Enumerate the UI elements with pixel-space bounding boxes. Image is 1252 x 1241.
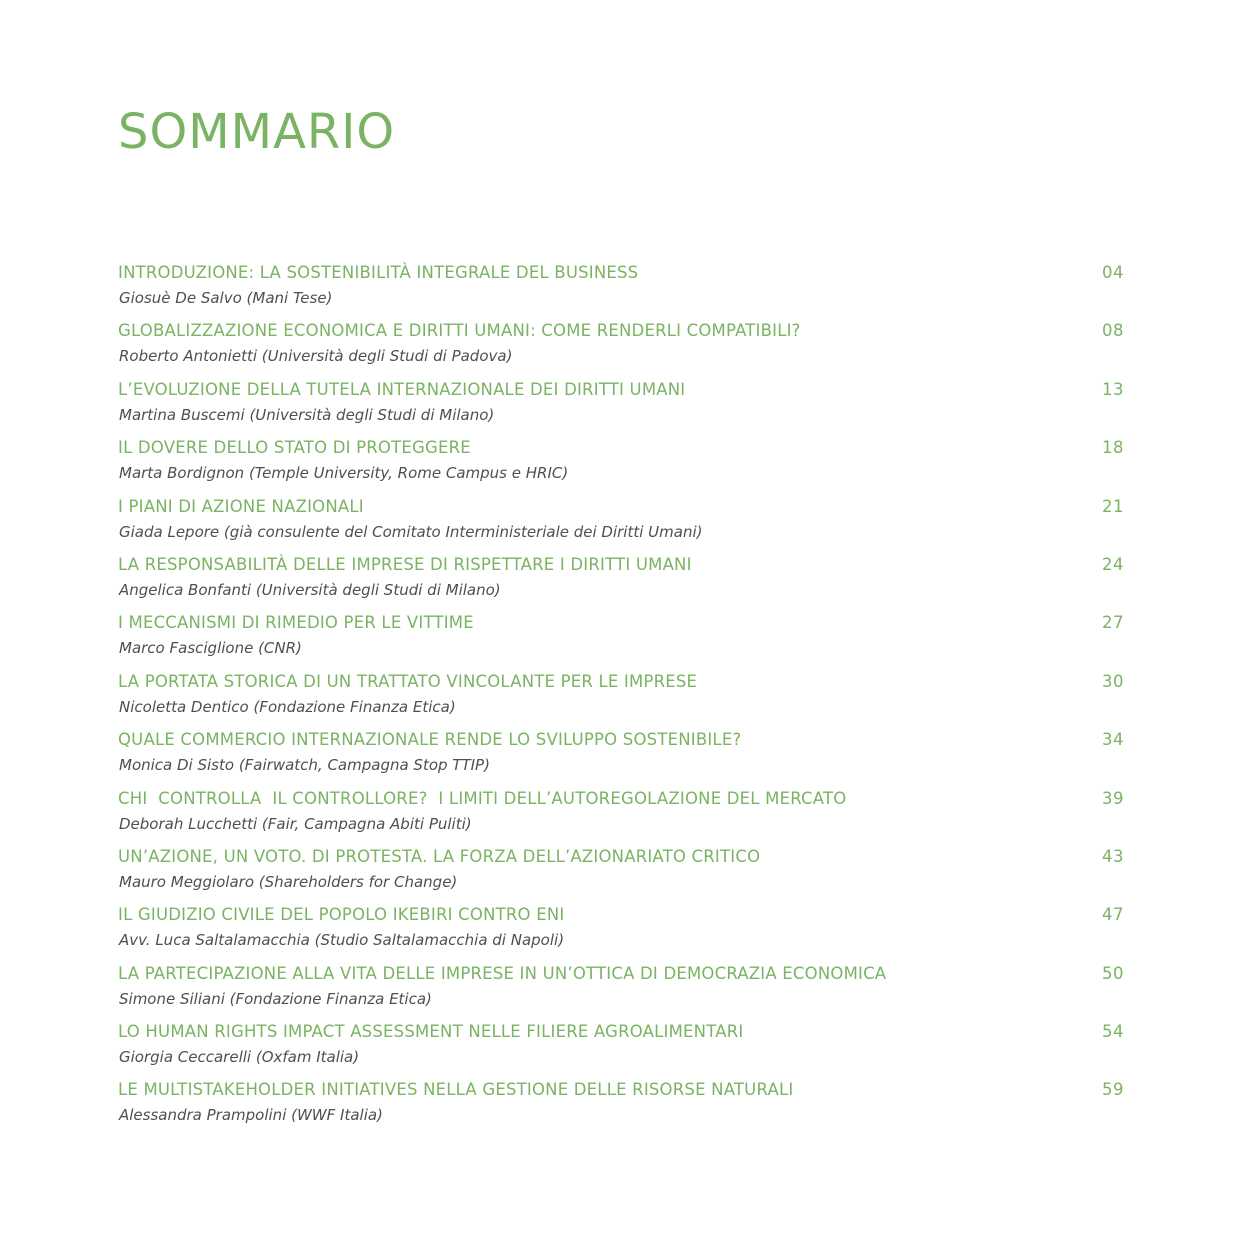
table-of-contents [118, 262, 1124, 1138]
toc-entry-page: 59 [1102, 1080, 1124, 1100]
toc-entry-page: 39 [1102, 788, 1124, 808]
toc-entry-title[interactable]: IL GIUDIZIO CIVILE DEL POPOLO IKEBIRI CONTRO ENI [118, 905, 565, 925]
toc-entry-title[interactable]: GLOBALIZZAZIONE ECONOMICA E DIRITTI UMANI: COME RENDERLI COMPATIBILI? [118, 321, 801, 341]
toc-entry-page: 21 [1102, 496, 1124, 516]
toc-entry-title[interactable]: LE MULTISTAKEHOLDER INITIATIVES NELLA GESTIONE DELLE RISORSE NATURALI [118, 1080, 794, 1100]
toc-entry[interactable] [118, 1021, 1124, 1079]
toc-entry[interactable] [118, 1079, 1124, 1137]
toc-entry-page: 43 [1102, 846, 1124, 866]
toc-entry-author: Deborah Lucchetti (Fair, Campagna Abiti Puliti) [119, 814, 472, 833]
toc-entry[interactable] [118, 262, 1124, 320]
toc-entry-title[interactable]: LA RESPONSABILITÀ DELLE IMPRESE DI RISPETTARE I DIRITTI UMANI [118, 554, 692, 574]
toc-entry-title[interactable]: L’EVOLUZIONE DELLA TUTELA INTERNAZIONALE DEI DIRITTI UMANI [118, 379, 686, 399]
toc-entry[interactable] [118, 496, 1124, 554]
toc-entry-author: Giorgia Ceccarelli (Oxfam Italia) [119, 1048, 360, 1067]
toc-entry-title[interactable]: I PIANI DI AZIONE NAZIONALI [118, 496, 364, 516]
toc-entry-author: Angelica Bonfanti (Università degli Studi di Milano) [119, 580, 501, 599]
toc-entry-page: 27 [1102, 613, 1124, 633]
toc-entry-author: Martina Buscemi (Università degli Studi di Milano) [119, 405, 495, 424]
toc-entry-author: Marta Bordignon (Temple University, Rome Campus e HRIC) [119, 464, 569, 483]
toc-entry-title[interactable]: LA PORTATA STORICA DI UN TRATTATO VINCOLANTE PER LE IMPRESE [118, 671, 698, 691]
toc-entry-author: Mauro Meggiolaro (Shareholders for Change) [119, 872, 458, 891]
toc-entry-author: Monica Di Sisto (Fairwatch, Campagna Stop TTIP) [119, 756, 490, 775]
page-title: SOMMARIO [118, 104, 396, 160]
toc-entry-author: Alessandra Prampolini (WWF Italia) [119, 1106, 383, 1125]
toc-entry-page: 47 [1102, 905, 1124, 925]
toc-entry-title[interactable]: UN’AZIONE, UN VOTO. DI PROTESTA. LA FORZA DELL’AZIONARIATO CRITICO [118, 846, 761, 866]
toc-entry-page: 50 [1102, 963, 1124, 983]
toc-entry[interactable] [118, 437, 1124, 495]
toc-entry[interactable] [118, 904, 1124, 962]
toc-entry-page: 04 [1102, 263, 1124, 282]
toc-entry[interactable] [118, 729, 1124, 787]
toc-entry-author: Roberto Antonietti (Università degli Studi di Padova) [119, 347, 513, 366]
toc-entry[interactable] [118, 846, 1124, 904]
toc-entry-page: 54 [1102, 1022, 1124, 1042]
toc-entry-author: Avv. Luca Saltalamacchia (Studio Saltalamacchia di Napoli) [119, 931, 565, 950]
toc-entry-author: Giada Lepore (già consulente del Comitato Interministeriale dei Diritti Umani) [119, 522, 703, 541]
toc-entry-page: 08 [1102, 321, 1124, 341]
toc-entry-title[interactable]: I MECCANISMI DI RIMEDIO PER LE VITTIME [118, 613, 474, 633]
toc-entry-page: 30 [1102, 671, 1124, 691]
toc-entry-page: 13 [1102, 379, 1124, 399]
toc-entry-page: 18 [1102, 438, 1124, 458]
toc-entry[interactable] [118, 612, 1124, 670]
toc-entry-title[interactable]: QUALE COMMERCIO INTERNAZIONALE RENDE LO SVILUPPO SOSTENIBILE? [118, 730, 742, 750]
toc-entry-author: Nicoletta Dentico (Fondazione Finanza Etica) [119, 697, 456, 716]
toc-entry-page: 24 [1102, 554, 1124, 574]
toc-entry-author: Simone Siliani (Fondazione Finanza Etica) [119, 989, 432, 1008]
toc-entry-title[interactable]: IL DOVERE DELLO STATO DI PROTEGGERE [118, 438, 471, 458]
toc-entry-page: 34 [1102, 730, 1124, 750]
toc-entry[interactable] [118, 320, 1124, 378]
toc-entry-author: Marco Fasciglione (CNR) [119, 639, 302, 658]
toc-entry-title[interactable]: LO HUMAN RIGHTS IMPACT ASSESSMENT NELLE FILIERE AGROALIMENTARI [118, 1022, 744, 1042]
toc-entry-author: Giosuè De Salvo (Mani Tese) [119, 289, 333, 307]
toc-entry[interactable] [118, 963, 1124, 1021]
toc-entry[interactable] [118, 671, 1124, 729]
toc-entry[interactable] [118, 554, 1124, 612]
toc-entry-title[interactable]: CHI CONTROLLA IL CONTROLLORE? I LIMITI DELL’AUTOREGOLAZIONE DEL MERCATO [118, 788, 847, 808]
toc-entry[interactable] [118, 788, 1124, 846]
toc-entry-title[interactable]: LA PARTECIPAZIONE ALLA VITA DELLE IMPRESE IN UN’OTTICA DI DEMOCRAZIA ECONOMICA [118, 963, 887, 983]
toc-entry[interactable] [118, 379, 1124, 437]
toc-entry-title[interactable]: INTRODUZIONE: LA SOSTENIBILITÀ INTEGRALE DEL BUSINESS [118, 263, 639, 282]
